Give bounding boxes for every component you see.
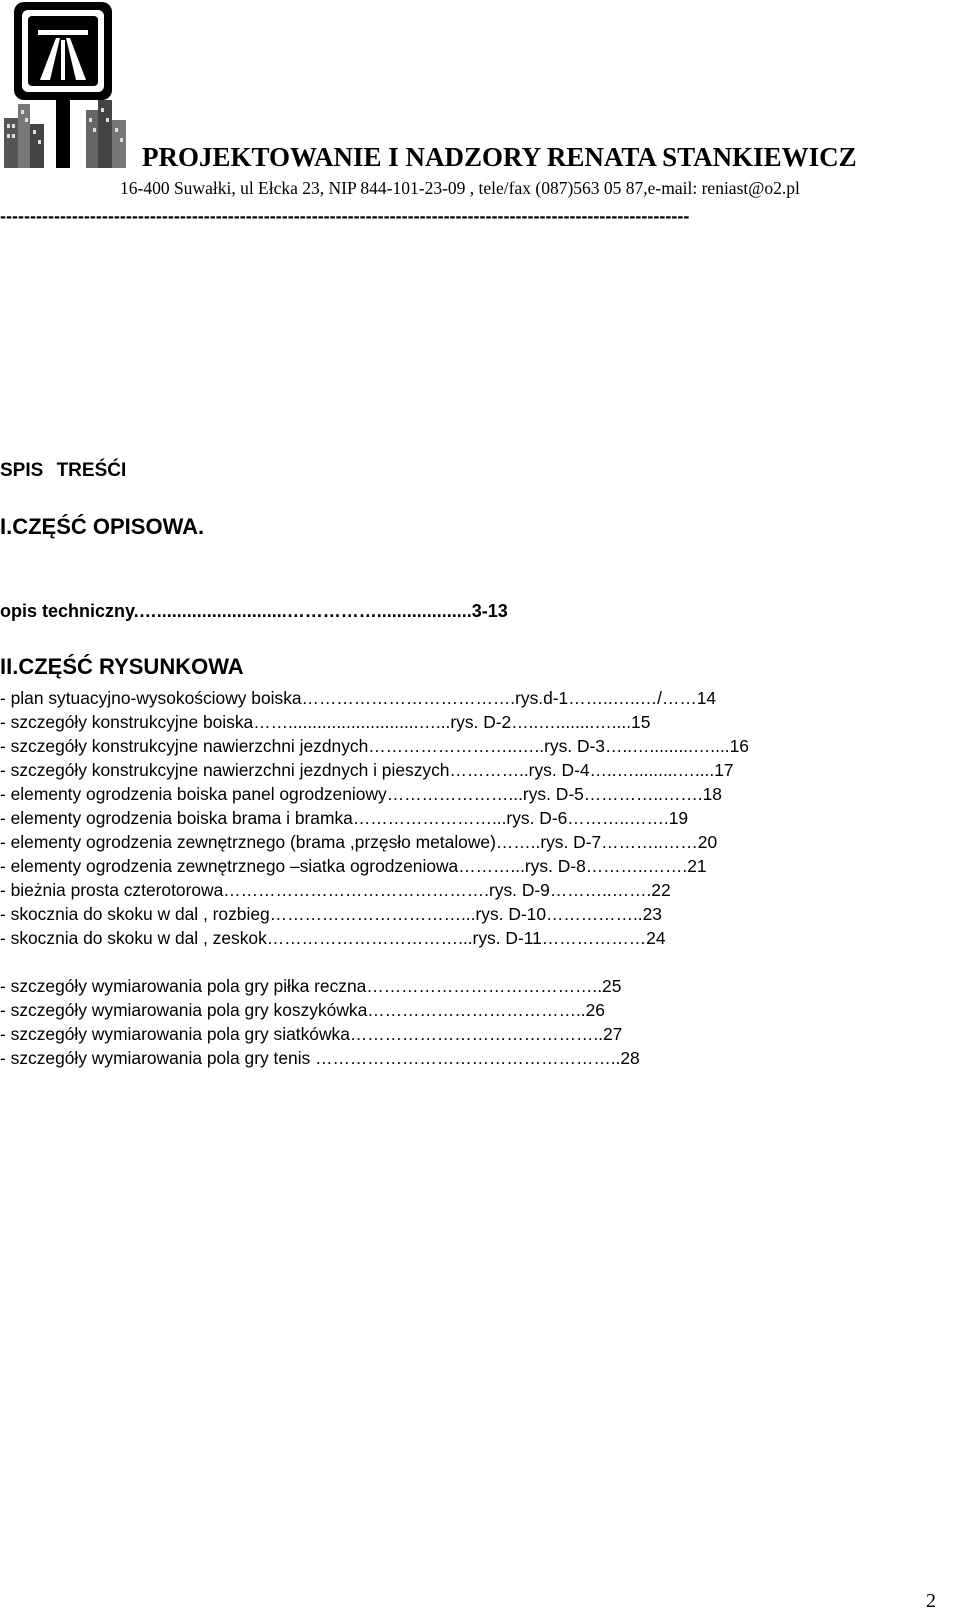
toc-drawing-list (0, 686, 749, 1070)
toc-title: SPIS TREŚĆI (0, 460, 127, 481)
toc-entry-technical-description: opis techniczny.…..........................……………...................3-13 (0, 601, 508, 621)
toc-entry: - szczegóły konstrukcyjne nawierzchni jezdnych……………………..…..rys. D-3…..….........…....16 (0, 736, 749, 756)
toc-entry: - plan sytuacyjno-wysokościowy boiska……………………………….rys.d-1……..…..…/……14 (0, 688, 717, 708)
header-separator: ------------------------------------------------------------------------------------------------------------------- (0, 206, 690, 226)
toc-entry: - szczegóły wymiarowania pola gry siatkówka……………………………………..27 (0, 1024, 623, 1044)
toc-entry: - elementy ogrodzenia boiska panel ogrodzeniowy…………………...rys. D-5…………..…….18 (0, 784, 722, 804)
section-title-descriptive: I.CZĘŚĆ OPISOWA. (0, 514, 205, 539)
toc-entry: - elementy ogrodzenia boiska brama i bramka……………………...rys. D-6………..…….19 (0, 808, 689, 828)
company-address: 16-400 Suwałki, ul Ełcka 23, NIP 844-101-23-09 , tele/fax (087)563 05 87,e-mail: reniast@o2.pl (120, 178, 800, 198)
toc-entry: - elementy ogrodzenia zewnętrznego (brama ,przęsło metalowe)……..rys. D-7………..……20 (0, 832, 718, 852)
motorway-sign-city-skyline-icon (0, 0, 130, 168)
toc-entry: - szczegóły wymiarowania pola gry tenis ……………………………………………..28 (0, 1048, 640, 1068)
toc-entry: - elementy ogrodzenia zewnętrznego –siatka ogrodzeniowa………...rys. D-8………..…….21 (0, 856, 707, 876)
company-logo (0, 0, 130, 168)
toc-entry: - bieżnia prosta czterotorowa……………………………………….rys. D-9………..…….22 (0, 880, 671, 900)
toc-entry: - szczegóły wymiarowania pola gry piłka reczna…………………………………..25 (0, 976, 622, 996)
toc-entry: - szczegóły konstrukcyjne boiska……...........................…...rys. D-2…..…........…....15 (0, 712, 651, 732)
page-number: 2 (926, 1590, 936, 1612)
toc-entry: - skocznia do skoku w dal , rozbieg……………………………...rys. D-10……………..23 (0, 904, 662, 924)
toc-entry: - szczegóły konstrukcyjne nawierzchni jezdnych i pieszych…………..rys. D-4…..….........…....17 (0, 760, 734, 780)
toc-entry: - skocznia do skoku w dal , zeskok……………………………...rys. D-11………………24 (0, 928, 666, 948)
toc-entry: - szczegóły wymiarowania pola gry koszykówka………………………………..26 (0, 1000, 605, 1020)
toc-gap (0, 950, 749, 974)
section-title-drawings: II.CZĘŚĆ RYSUNKOWA (0, 654, 244, 679)
company-name: PROJEKTOWANIE I NADZORY RENATA STANKIEWICZ (142, 142, 857, 172)
